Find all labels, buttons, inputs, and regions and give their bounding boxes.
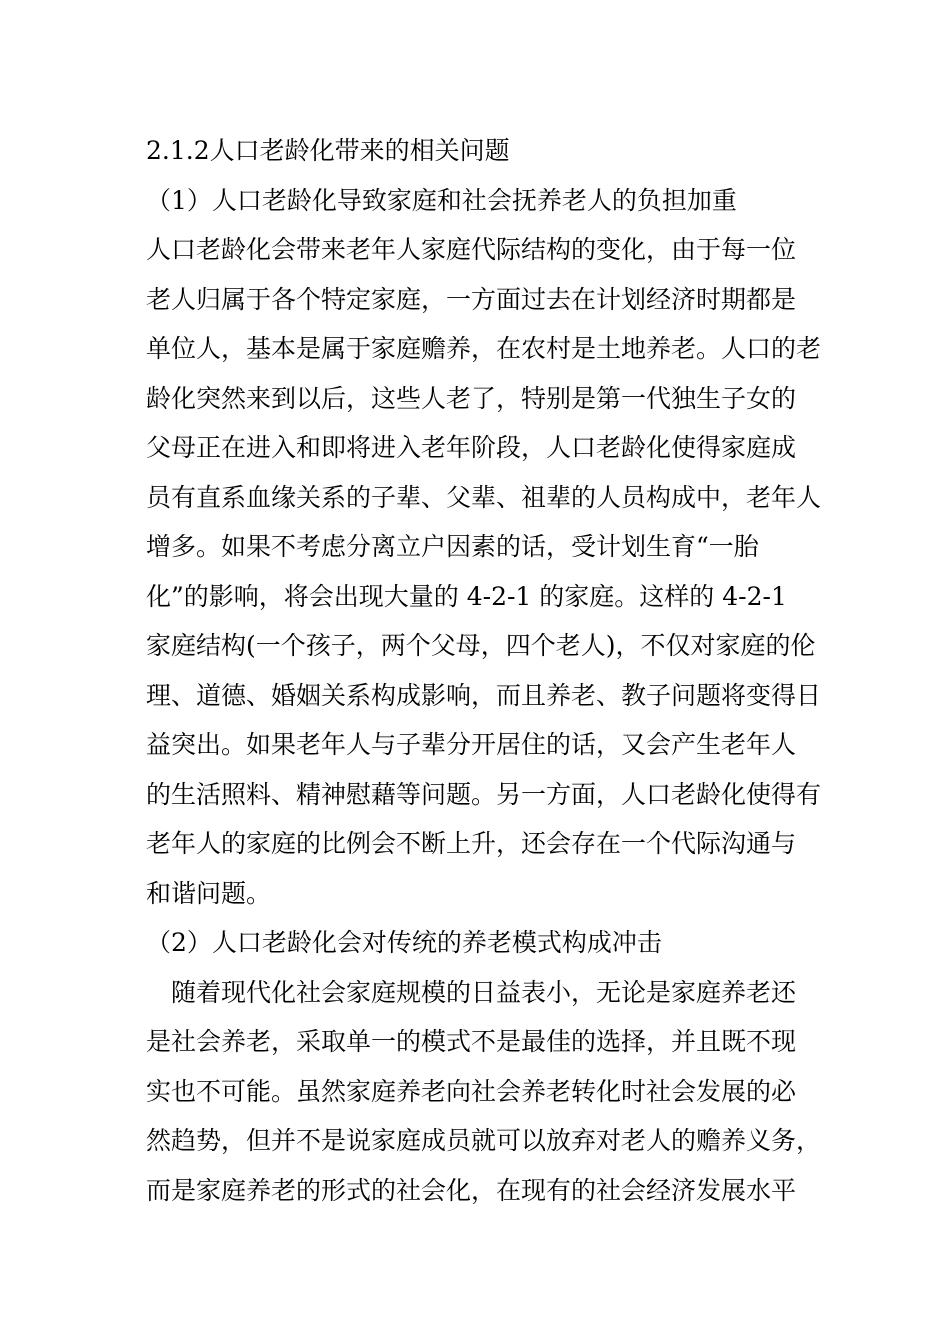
paragraph-line: 益突出。如果老年人与子辈分开居住的话，又会产生老年人 — [146, 730, 797, 759]
subheading-1: （1）人口老龄化导致家庭和社会抚养老人的负担加重 — [146, 185, 737, 215]
paragraph-line: 老年人的家庭的比例会不断上升，还会存在一个代际沟通与 — [146, 829, 797, 858]
paragraph-line: 的生活照料、精神慰藉等问题。另一方面，人口老龄化使得有 — [146, 779, 822, 809]
section-heading: 2.1.2人口老龄化带来的相关问题 — [146, 136, 510, 165]
paragraph-1 — [146, 225, 822, 918]
paragraph-line: 随着现代化社会家庭规模的日益表小，无论是家庭养老还 — [146, 977, 797, 1007]
paragraph-line: 实也不可能。虽然家庭养老向社会养老转化时社会发展的必 — [146, 1076, 797, 1106]
paragraph-line: 是社会养老，采取单一的模式不是最佳的选择，并且既不现 — [146, 1027, 797, 1056]
paragraph-line: 人口老龄化会带来老年人家庭代际结构的变化，由于每一位 — [146, 235, 797, 264]
paragraph-line: 龄化突然来到以后，这些人老了，特别是第一代独生子女的 — [146, 383, 797, 413]
paragraph-line: 单位人，基本是属于家庭赡养，在农村是土地养老。人口的老 — [146, 334, 822, 363]
paragraph-line: 员有直系血缘关系的子辈、父辈、祖辈的人员构成中，老年人 — [146, 482, 822, 512]
document-body — [146, 126, 822, 1215]
paragraph-line: 家庭结构(一个孩子，两个父母，四个老人)，不仅对家庭的伦 — [146, 631, 816, 660]
paragraph-line: 而是家庭养老的形式的社会化，在现有的社会经济发展水平 — [146, 1175, 797, 1205]
paragraph-line: 父母正在进入和即将进入老年阶段，人口老龄化使得家庭成 — [146, 433, 797, 462]
paragraph-line: 理、道德、婚姻关系构成影响，而且养老、教子问题将变得日 — [146, 680, 822, 710]
paragraph-line: 化”的影响，将会出现大量的 4-2-1 的家庭。这样的 4-2-1 — [146, 581, 787, 611]
paragraph-2 — [146, 968, 822, 1216]
paragraph-line: 和谐问题。 — [146, 878, 272, 908]
paragraph-line: 然趋势，但并不是说家庭成员就可以放弃对老人的赡养义务， — [146, 1126, 822, 1155]
paragraph-line: 老人归属于各个特定家庭，一方面过去在计划经济时期都是 — [146, 284, 797, 314]
subheading-2: （2）人口老龄化会对传统的养老模式构成冲击 — [146, 928, 662, 957]
paragraph-line: 增多。如果不考虑分离立户因素的话，受计划生育“一胎 — [146, 532, 759, 561]
